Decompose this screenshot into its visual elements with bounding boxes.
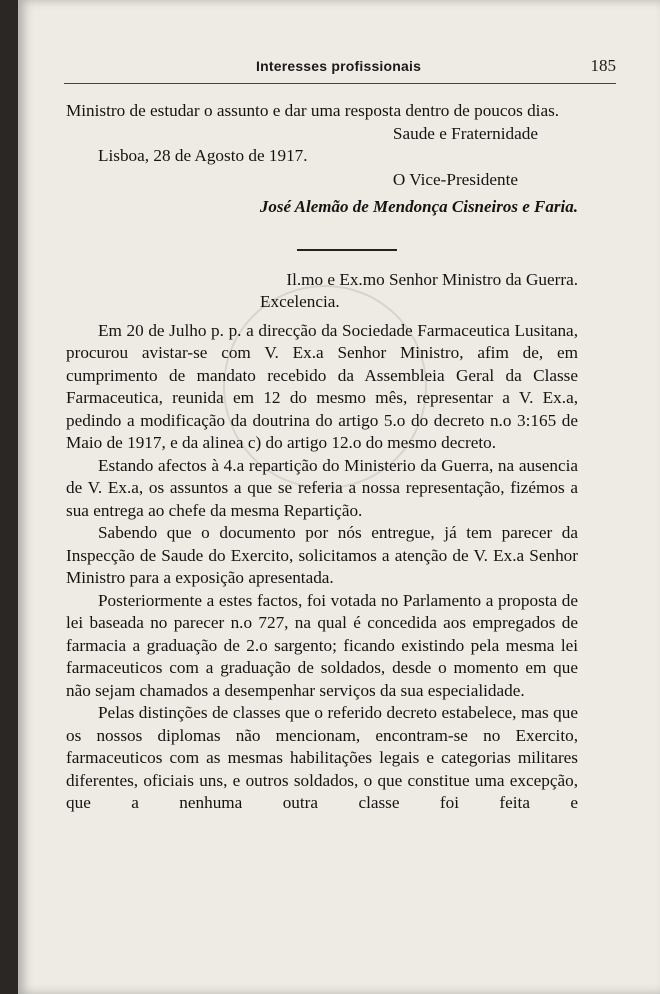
running-title: Interesses profissionais <box>256 58 422 74</box>
letter1-closing-text: Ministro de estudar o assunto e dar uma resposta dentro de poucos dias. <box>66 101 560 120</box>
letter1-signer-title: O Vice-Presidente <box>392 169 518 189</box>
page-header <box>18 56 660 84</box>
letter2-paragraph-5: Pelas distinções de classes que o referido decreto estabelece, mas que os nossos diplomas não mencionam, encontram-se no Exercito, farmaceuticos com as mesmas habilitações legais e categorias militares diferentes, oficiais uns, e outros soldados, o que constitue uma excepção, que a nenhuma outra classe foi feita e <box>66 703 578 812</box>
letter1-salutation: Saude e Fraternidade <box>392 123 538 143</box>
section-separator <box>297 249 397 251</box>
letter2-salutation: Excelencia. <box>260 292 340 311</box>
book-page <box>18 0 660 994</box>
header-rule <box>64 83 616 84</box>
letter1-signer-name: José Alemão de Mendonça Cisneiros e Faria. <box>259 197 578 216</box>
letter2-paragraph-4: Posteriormente a estes factos, foi votada no Parlamento a proposta de lei baseada no parecer n.o 727, na qual é concedida aos empregados de farmacia a graduação de 2.o sargento; ficando existindo pela mesma lei farmaceuticos com a graduação de soldados, desde o momento em que não sejam chamados a desempenhar serviços da sua especialidade. <box>66 590 578 700</box>
page-body <box>66 100 578 815</box>
letter1-place-date: Lisboa, 28 de Agosto de 1917. <box>98 146 308 165</box>
letter2-address: Il.mo e Ex.mo Senhor Ministro da Guerra. <box>286 269 578 289</box>
letter2-paragraph-1: Em 20 de Julho p. p. a direcção da Sociedade Farmaceutica Lusitana, procurou avistar-se com V. Ex.a Senhor Ministro, afim de, em cumprimento de mandato recebido da Assembleia Geral da Classe Farmaceutica, reunida em 12 do mesmo mês, representar a V. Ex.a, pedindo a modificação da doutrina do artigo 5.o do decreto n.o 3:165 de Maio de 1917, e da alinea c) do artigo 12.o do mesmo decreto. <box>66 320 578 452</box>
letter2-paragraph-2: Estando afectos à 4.a repartição do Ministerio da Guerra, na ausencia de V. Ex.a, os assuntos a que se referia a nossa representação, fizémos a sua entrega ao chefe da mesma Repartição. <box>66 455 578 520</box>
letter2-paragraph-3: Sabendo que o documento por nós entregue, já tem parecer da Inspecção de Saude do Exercito, solicitamos a atenção de V. Ex.a Senhor Ministro para a exposição apresentada. <box>66 523 578 587</box>
page-number: 185 <box>590 56 616 75</box>
